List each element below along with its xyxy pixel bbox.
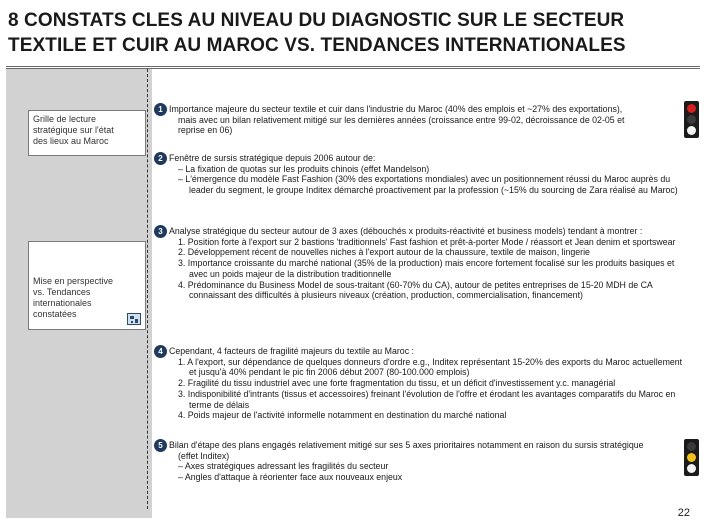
page-title: [8, 8, 688, 58]
sidebar-box-diagnostic: [28, 110, 146, 156]
section-3-intro: Analyse stratégique du secteur autour de 3 axes (débouchés x produits-réactivité et business models) tendant à montrer :: [169, 226, 643, 236]
section-3-item: 2. Développement récent de nouvelles niches à l'export autour de la chaussure, textile de maison, lingerie: [178, 247, 590, 258]
traffic-light-icon: [684, 101, 699, 138]
section-number-badge: 2: [154, 152, 167, 165]
section-1: [169, 104, 689, 136]
section-2: [169, 153, 679, 196]
sidebar-dashed-divider: [147, 69, 148, 509]
section-4-item: 2. Fragilité du tissu industriel avec une forte fragmentation du tissu, et un déficit d'investissement y.c. managérial: [178, 378, 616, 389]
section-2-item: – La fixation de quotas sur les produits chinois (effet Mandelson): [178, 163, 430, 174]
section-number-badge: 3: [154, 225, 167, 238]
section-3-item: 3. Importance croissante du marché national (35% de la production) mais encore fortement focalisé sur les produits basiques et avec un poids majeur de la distribution traditionnelle: [178, 258, 675, 279]
traffic-light-amber-lamp: [687, 453, 696, 462]
section-4-intro: Cependant, 4 facteurs de fragilité majeurs du textile au Maroc :: [169, 346, 414, 356]
section-1-line: mais avec un bilan relativement mitigé sur les dernières années (croissance entre 99-02, décroissance de 02-05 et: [178, 114, 625, 125]
section-number-badge: 5: [154, 439, 167, 452]
title-line-1: 8 CONSTATS CLES AU NIVEAU DU DIAGNOSTIC SUR LE SECTEUR: [8, 10, 625, 31]
section-1-line: reprise en 06): [178, 125, 233, 136]
section-5: [169, 440, 659, 483]
sidebar-box1-line: stratégique sur l'état: [33, 125, 114, 135]
section-number-badge: 1: [154, 103, 167, 116]
section-5-item: – Axes stratégiques adressant les fragilités du secteur: [178, 461, 389, 472]
section-3: [169, 226, 684, 301]
sidebar-box1-line: Grille de lecture: [33, 114, 97, 124]
traffic-light-white-lamp: [687, 126, 696, 135]
sidebar-box2-line: internationales: [33, 298, 92, 308]
sidebar-box1-line: des lieux au Maroc: [33, 136, 109, 146]
traffic-light-red-lamp: [687, 104, 696, 113]
section-5-item: – Angles d'attaque à réorienter face aux nouveaux enjeux: [178, 472, 403, 483]
sidebar-box2-line: Mise en perspective: [33, 276, 114, 286]
section-2-intro: Fenêtre de sursis stratégique depuis 2006 autour de:: [169, 153, 376, 163]
section-3-item: 4. Prédominance du Business Model de sous-traitant (60-70% du CA), autour de petites entreprises de 15-20 MDH de CA connaissant des difficultés à plusieurs niveaux (création, production, commercialisation, financement): [178, 279, 653, 301]
section-5-intro: Bilan d'étape des plans engagés relativement mitigé sur ses 5 axes prioritaires notamment en raison du sursis stratégique (effet Inditex): [169, 440, 644, 461]
section-4-item: 1. A l'export, sur dépendance de quelques donneurs d'ordre e.g., Inditex représentant 15-20% des exports du Maroc actuellement et jusqu'à 40% pendant le pic fin 2006 début 2007 (80-100.000 emplois): [178, 356, 683, 378]
sidebar-box2-line: constatées: [33, 309, 77, 319]
section-4-item: 4. Poids majeur de l'activité informelle notamment en destination du marché national: [178, 410, 507, 421]
section-1-line: Importance majeure du secteur textile et cuir dans l'industrie du Maroc (40% des emplois et ~27% des exportations),: [169, 104, 623, 114]
page-number: 22: [677, 507, 690, 519]
traffic-light-red-lamp: [687, 442, 696, 451]
traffic-light-icon: [684, 439, 699, 476]
title-line-2: TEXTILE ET CUIR AU MAROC VS. TENDANCES INTERNATIONALES: [8, 35, 626, 56]
traffic-light-amber-lamp: [687, 115, 696, 124]
section-4: [169, 346, 684, 421]
section-3-item: 1. Position forte à l'export sur 2 bastions 'traditionnels' Fast fashion et prêt-à-porter Mode / réassort et Jean denim et sportswear: [178, 236, 676, 247]
section-2-item: – L'émergence du modèle Fast Fashion (30% des exportations mondiales) avec un positionnement réussi du Maroc auprès du leader du segment, le groupe Inditex démarché proactivement par la profession (~15% du sourcing de Zara réalisé au Maroc): [178, 174, 678, 196]
sidebar-box-perspective: [28, 241, 146, 330]
title-divider-top: [6, 66, 700, 67]
world-map-icon: [127, 313, 141, 325]
traffic-light-white-lamp: [687, 464, 696, 473]
sidebar-box2-line: vs. Tendances: [33, 287, 91, 297]
section-4-item: 3. Indisponibilité d'intrants (tissus et accessoires) freinant l'évolution de l'offre et érodant les avantages comparatifs du Maroc en terme de délais: [178, 388, 676, 410]
section-number-badge: 4: [154, 345, 167, 358]
